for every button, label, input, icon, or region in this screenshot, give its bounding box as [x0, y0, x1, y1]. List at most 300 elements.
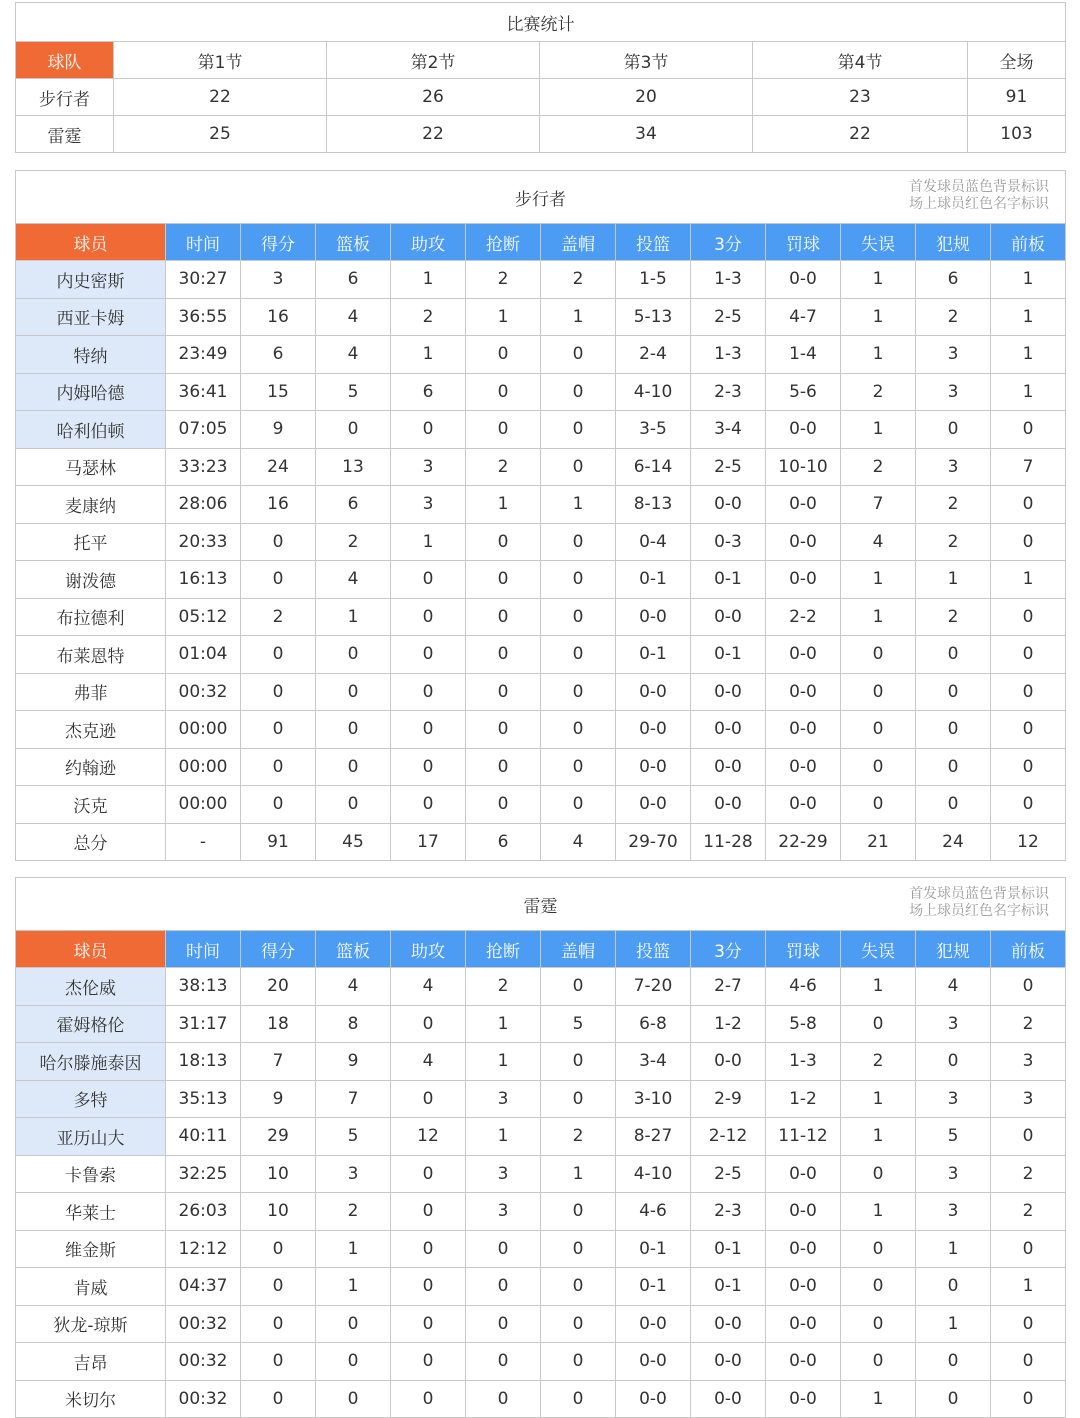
pacers-player-rows — [16, 261, 1066, 861]
stat-cell: 8 — [316, 1005, 391, 1043]
stat-cell: 15 — [241, 373, 316, 411]
stat-cell: 1 — [991, 261, 1066, 299]
stat-cell: 0-0 — [766, 523, 841, 561]
stat-cell: 0 — [391, 598, 466, 636]
stat-cell: 0 — [391, 1155, 466, 1193]
stat-cell: 1 — [841, 1380, 916, 1418]
stat-cell: 4 — [316, 968, 391, 1006]
stat-cell: 2-5 — [691, 448, 766, 486]
stat-cell: 0 — [841, 1305, 916, 1343]
stat-cell: 4-10 — [616, 373, 691, 411]
stat-cell: 00:00 — [166, 748, 241, 786]
stat-cell: 13 — [316, 448, 391, 486]
stat-cell: 0-0 — [691, 786, 766, 824]
stat-cell: 2 — [991, 1155, 1066, 1193]
stat-header: 得分 — [241, 931, 316, 968]
stat-header: 抢断 — [466, 224, 541, 261]
legend-starter-note: 首发球员蓝色背景标识 — [909, 179, 1049, 195]
stat-cell: 6 — [241, 336, 316, 374]
stat-header: 投篮 — [616, 931, 691, 968]
stat-cell: 0 — [466, 373, 541, 411]
stat-cell: 0 — [991, 598, 1066, 636]
stat-cell: 1 — [391, 261, 466, 299]
stat-cell: 0-3 — [691, 523, 766, 561]
stat-cell: 4 — [391, 968, 466, 1006]
stat-cell: 0 — [541, 711, 616, 749]
stat-cell: 0-0 — [766, 486, 841, 524]
stat-header: 得分 — [241, 224, 316, 261]
stat-cell: 0 — [391, 1230, 466, 1268]
player-name: 布拉德利 — [16, 598, 166, 636]
stat-cell: 00:00 — [166, 711, 241, 749]
stat-header: 投篮 — [616, 224, 691, 261]
stat-cell: 0 — [466, 673, 541, 711]
stat-cell: 0-0 — [691, 486, 766, 524]
stat-cell: 0-0 — [766, 261, 841, 299]
stat-cell: 0 — [541, 1193, 616, 1231]
player-name: 托平 — [16, 523, 166, 561]
player-name: 维金斯 — [16, 1230, 166, 1268]
stat-cell: 0 — [991, 711, 1066, 749]
stat-cell: 1 — [391, 336, 466, 374]
stat-cell: 0-0 — [691, 598, 766, 636]
stat-cell: 1 — [541, 1155, 616, 1193]
stat-cell: 1-3 — [691, 261, 766, 299]
stat-cell: 0-1 — [691, 1268, 766, 1306]
stat-cell: 0 — [466, 1343, 541, 1381]
stat-cell: 0-1 — [616, 1230, 691, 1268]
stat-cell: 2-4 — [616, 336, 691, 374]
stat-cell: 6 — [391, 373, 466, 411]
stat-cell: 35:13 — [166, 1080, 241, 1118]
stat-cell: 1 — [391, 523, 466, 561]
player-name: 布莱恩特 — [16, 636, 166, 674]
summary-header-q3: 第3节 — [540, 42, 753, 79]
stat-cell: 9 — [241, 1080, 316, 1118]
stat-cell: 0 — [391, 636, 466, 674]
legend-oncourt-note: 场上球员红色名字标识 — [909, 196, 1049, 212]
stat-cell: 1 — [916, 561, 991, 599]
stat-cell: 2 — [466, 448, 541, 486]
summary-header-team: 球队 — [16, 42, 114, 79]
stat-cell: 0 — [841, 673, 916, 711]
stat-cell: 10 — [241, 1193, 316, 1231]
stat-header: 罚球 — [766, 931, 841, 968]
stat-cell: 91 — [241, 823, 316, 861]
stat-cell: 0 — [391, 1343, 466, 1381]
stat-cell: 1-2 — [691, 1005, 766, 1043]
stat-cell: 2 — [316, 1193, 391, 1231]
player-name: 肯威 — [16, 1268, 166, 1306]
stat-cell: 00:00 — [166, 786, 241, 824]
stat-cell: 0 — [391, 673, 466, 711]
stat-cell: 0-0 — [616, 673, 691, 711]
summary-cell: 23 — [753, 79, 968, 116]
stat-cell: 4 — [316, 298, 391, 336]
stat-cell: 0 — [541, 1305, 616, 1343]
stat-cell: 0 — [241, 636, 316, 674]
thunder-box-score — [15, 877, 1066, 1418]
stat-cell: 9 — [316, 1043, 391, 1081]
stat-cell: 00:32 — [166, 673, 241, 711]
stat-cell: 0 — [541, 448, 616, 486]
stat-cell: 4-6 — [616, 1193, 691, 1231]
player-row — [16, 561, 1066, 599]
player-row — [16, 1230, 1066, 1268]
stat-cell: 0-0 — [616, 1305, 691, 1343]
stat-cell: 0 — [991, 486, 1066, 524]
player-name: 谢泼德 — [16, 561, 166, 599]
stat-cell: 10 — [241, 1155, 316, 1193]
stat-cell: 0 — [916, 411, 991, 449]
player-name: 杰伦威 — [16, 968, 166, 1006]
stat-cell: 2 — [916, 298, 991, 336]
stat-cell: 0 — [316, 636, 391, 674]
player-row — [16, 673, 1066, 711]
stat-cell: 0 — [991, 1343, 1066, 1381]
player-row — [16, 636, 1066, 674]
stat-cell: 0 — [541, 1380, 616, 1418]
stat-header: 失误 — [841, 931, 916, 968]
thunder-legend — [909, 886, 1049, 920]
stat-cell: 0 — [241, 561, 316, 599]
stat-cell: 29-70 — [616, 823, 691, 861]
stat-cell: 3 — [916, 336, 991, 374]
stat-cell: 10-10 — [766, 448, 841, 486]
stat-cell: 1 — [316, 1230, 391, 1268]
stat-cell: 0 — [391, 1005, 466, 1043]
stat-cell: 0-0 — [616, 786, 691, 824]
stat-cell: 0-0 — [766, 711, 841, 749]
stat-cell: 0 — [466, 1268, 541, 1306]
stat-cell: 0 — [541, 1043, 616, 1081]
stat-cell: 0-1 — [691, 636, 766, 674]
stat-cell: 16:13 — [166, 561, 241, 599]
stat-cell: 20 — [241, 968, 316, 1006]
stat-cell: 0 — [466, 786, 541, 824]
stat-cell: 1 — [316, 598, 391, 636]
stat-cell: 2-12 — [691, 1118, 766, 1156]
stat-cell: 1-4 — [766, 336, 841, 374]
stat-cell: 33:23 — [166, 448, 241, 486]
stat-cell: 0 — [316, 1305, 391, 1343]
stat-cell: 1 — [841, 336, 916, 374]
stat-cell: 0 — [466, 711, 541, 749]
stat-cell: 0-0 — [766, 673, 841, 711]
stat-cell: 0 — [541, 673, 616, 711]
stat-cell: 18 — [241, 1005, 316, 1043]
stat-cell: 17 — [391, 823, 466, 861]
stat-cell: 0-4 — [616, 523, 691, 561]
stat-cell: 26:03 — [166, 1193, 241, 1231]
player-row — [16, 968, 1066, 1006]
stat-cell: 0 — [316, 1380, 391, 1418]
player-name: 弗菲 — [16, 673, 166, 711]
stat-cell: 0 — [541, 968, 616, 1006]
summary-row-pacers — [16, 79, 1066, 116]
stat-cell: 29 — [241, 1118, 316, 1156]
player-row — [16, 1080, 1066, 1118]
stat-cell: 0-0 — [766, 748, 841, 786]
stat-cell: 00:32 — [166, 1380, 241, 1418]
stat-cell: 8-27 — [616, 1118, 691, 1156]
player-row — [16, 1305, 1066, 1343]
thunder-header-row — [16, 931, 1066, 968]
stat-cell: 0 — [391, 1380, 466, 1418]
stat-cell: 3 — [466, 1155, 541, 1193]
stat-cell: 7 — [316, 1080, 391, 1118]
stat-cell: 0-0 — [766, 1155, 841, 1193]
summary-cell: 34 — [540, 116, 753, 153]
stat-cell: 4-7 — [766, 298, 841, 336]
stat-cell: 5 — [316, 373, 391, 411]
stat-cell: 0 — [916, 636, 991, 674]
stat-header: 犯规 — [916, 931, 991, 968]
summary-header-q2: 第2节 — [327, 42, 540, 79]
summary-team-name: 步行者 — [16, 79, 114, 116]
stat-cell: 0-0 — [691, 748, 766, 786]
stat-cell: 5 — [541, 1005, 616, 1043]
stat-header: 盖帽 — [541, 931, 616, 968]
stat-cell: 0-0 — [766, 1380, 841, 1418]
stat-cell: 0-1 — [691, 561, 766, 599]
stat-cell: 0-0 — [766, 1268, 841, 1306]
stat-cell: 3 — [391, 448, 466, 486]
stat-cell: 4 — [541, 823, 616, 861]
stat-cell: 0 — [241, 711, 316, 749]
stat-cell: 4-10 — [616, 1155, 691, 1193]
stat-header: 球员 — [16, 931, 166, 968]
stat-cell: 0 — [466, 411, 541, 449]
player-name: 华莱士 — [16, 1193, 166, 1231]
stat-cell: 0-0 — [766, 1343, 841, 1381]
player-row — [16, 1268, 1066, 1306]
stat-cell: 1 — [466, 1043, 541, 1081]
stat-cell: 00:32 — [166, 1305, 241, 1343]
stat-cell: 0 — [991, 968, 1066, 1006]
stat-cell: 1-3 — [691, 336, 766, 374]
stat-cell: 2-2 — [766, 598, 841, 636]
stat-cell: 0 — [391, 1193, 466, 1231]
stat-cell: 11-12 — [766, 1118, 841, 1156]
thunder-player-rows — [16, 968, 1066, 1418]
summary-team-name: 雷霆 — [16, 116, 114, 153]
stat-cell: 0 — [841, 1268, 916, 1306]
stat-cell: 36:41 — [166, 373, 241, 411]
stat-cell: 0 — [316, 1343, 391, 1381]
player-row — [16, 1005, 1066, 1043]
stat-cell: 04:37 — [166, 1268, 241, 1306]
stat-cell: 6 — [316, 261, 391, 299]
stat-cell: 2-7 — [691, 968, 766, 1006]
stat-cell: 0-0 — [766, 1230, 841, 1268]
player-name: 沃克 — [16, 786, 166, 824]
stat-cell: 1 — [841, 968, 916, 1006]
stat-cell: 1 — [466, 1005, 541, 1043]
stat-cell: 0 — [241, 1230, 316, 1268]
stat-cell: 5 — [916, 1118, 991, 1156]
stat-cell: 23:49 — [166, 336, 241, 374]
stat-cell: 2 — [541, 1118, 616, 1156]
stat-cell: 0-0 — [691, 1043, 766, 1081]
stat-cell: 7 — [991, 448, 1066, 486]
stat-cell: 0 — [841, 1005, 916, 1043]
stat-cell: 3 — [916, 1080, 991, 1118]
stat-header: 球员 — [16, 224, 166, 261]
stat-cell: 0 — [391, 1268, 466, 1306]
stat-cell: 4 — [316, 561, 391, 599]
stat-cell: 1 — [316, 1268, 391, 1306]
stat-cell: 0 — [841, 636, 916, 674]
player-name: 亚历山大 — [16, 1118, 166, 1156]
stat-cell: 2-5 — [691, 298, 766, 336]
stat-cell: 4 — [316, 336, 391, 374]
stat-cell: 1 — [466, 1118, 541, 1156]
summary-cell: 91 — [968, 79, 1066, 116]
stat-cell: 00:32 — [166, 1343, 241, 1381]
stat-header: 失误 — [841, 224, 916, 261]
player-name: 米切尔 — [16, 1380, 166, 1418]
stat-cell: 24 — [241, 448, 316, 486]
stat-cell: 2-5 — [691, 1155, 766, 1193]
stat-header: 盖帽 — [541, 224, 616, 261]
stat-cell: 0-0 — [616, 1343, 691, 1381]
stat-cell: 18:13 — [166, 1043, 241, 1081]
stat-cell: 7 — [241, 1043, 316, 1081]
stat-cell: 1-5 — [616, 261, 691, 299]
stat-cell: 0-1 — [691, 1230, 766, 1268]
summary-cell: 103 — [968, 116, 1066, 153]
stat-header: 罚球 — [766, 224, 841, 261]
stat-cell: 0 — [466, 748, 541, 786]
stat-cell: 2 — [841, 1043, 916, 1081]
stat-cell: 0-0 — [616, 1380, 691, 1418]
legend-oncourt-note: 场上球员红色名字标识 — [909, 903, 1050, 919]
stat-cell: 0 — [541, 561, 616, 599]
stat-cell: 45 — [316, 823, 391, 861]
summary-cell: 26 — [327, 79, 540, 116]
stat-cell: 3-4 — [616, 1043, 691, 1081]
summary-header-total: 全场 — [968, 42, 1066, 79]
player-name: 杰克逊 — [16, 711, 166, 749]
stat-cell: 0-0 — [766, 411, 841, 449]
player-name: 内姆哈德 — [16, 373, 166, 411]
stat-cell: 0 — [316, 411, 391, 449]
stat-cell: 0 — [916, 673, 991, 711]
stat-cell: 0 — [916, 1380, 991, 1418]
stat-cell: 28:06 — [166, 486, 241, 524]
stat-cell: 1 — [991, 298, 1066, 336]
stat-cell: 5-8 — [766, 1005, 841, 1043]
player-row — [16, 373, 1066, 411]
stat-cell: 2 — [841, 373, 916, 411]
stat-header: 3分 — [691, 931, 766, 968]
stat-cell: 0-0 — [766, 786, 841, 824]
stat-cell: 0 — [316, 673, 391, 711]
stat-cell: 05:12 — [166, 598, 241, 636]
stat-cell: 0 — [466, 636, 541, 674]
stat-cell: 1 — [991, 373, 1066, 411]
stat-cell: 3 — [916, 1193, 991, 1231]
stat-cell: 1-3 — [766, 1043, 841, 1081]
player-row — [16, 298, 1066, 336]
stat-cell: 3 — [241, 261, 316, 299]
pacers-team-title: 步行者 — [515, 189, 566, 210]
stat-cell: 2 — [841, 448, 916, 486]
stat-cell: 0 — [391, 786, 466, 824]
stat-cell: 16 — [241, 298, 316, 336]
stat-cell: 0 — [916, 748, 991, 786]
summary-cell: 22 — [114, 79, 327, 116]
stat-cell: 2 — [916, 523, 991, 561]
stat-cell: 1 — [991, 561, 1066, 599]
stat-cell: 1 — [841, 561, 916, 599]
player-name: 狄龙-琼斯 — [16, 1305, 166, 1343]
player-row — [16, 748, 1066, 786]
stat-cell: 1 — [841, 261, 916, 299]
stat-cell: 0 — [991, 1230, 1066, 1268]
stat-cell: 0-1 — [616, 1268, 691, 1306]
summary-cell: 20 — [540, 79, 753, 116]
stat-cell: 0 — [541, 336, 616, 374]
player-row — [16, 336, 1066, 374]
stat-cell: 2 — [391, 298, 466, 336]
stat-cell: 3 — [916, 373, 991, 411]
stat-cell: 0 — [541, 373, 616, 411]
stat-cell: 0 — [241, 748, 316, 786]
stat-header: 助攻 — [391, 931, 466, 968]
stat-cell: 0-0 — [766, 636, 841, 674]
player-row — [16, 1380, 1066, 1418]
stat-cell: 1-2 — [766, 1080, 841, 1118]
stat-cell: 16 — [241, 486, 316, 524]
thunder-team-title: 雷霆 — [523, 896, 558, 917]
stat-cell: 0 — [466, 1305, 541, 1343]
stat-cell: 21 — [841, 823, 916, 861]
stat-cell: 4 — [391, 1043, 466, 1081]
stat-cell: 0 — [466, 523, 541, 561]
stat-cell: 1 — [991, 1268, 1066, 1306]
stat-cell: 0 — [916, 1268, 991, 1306]
stat-cell: 1 — [841, 298, 916, 336]
pacers-legend — [909, 179, 1049, 213]
stat-cell: 12:12 — [166, 1230, 241, 1268]
stat-cell: 2 — [991, 1193, 1066, 1231]
player-name: 总分 — [16, 823, 166, 861]
stat-cell: 3-10 — [616, 1080, 691, 1118]
stat-cell: 0 — [841, 711, 916, 749]
player-name: 特纳 — [16, 336, 166, 374]
stat-cell: 24 — [916, 823, 991, 861]
stat-cell: 7 — [841, 486, 916, 524]
player-row — [16, 1118, 1066, 1156]
stat-cell: 1 — [841, 1193, 916, 1231]
stat-cell: 0-0 — [691, 1380, 766, 1418]
stat-cell: 3 — [466, 1080, 541, 1118]
stat-cell: 0 — [466, 598, 541, 636]
player-row — [16, 1193, 1066, 1231]
stat-cell: 6-8 — [616, 1005, 691, 1043]
player-name: 西亚卡姆 — [16, 298, 166, 336]
stat-cell: 0-0 — [691, 1343, 766, 1381]
stat-cell: 0 — [916, 1343, 991, 1381]
stat-cell: 38:13 — [166, 968, 241, 1006]
player-name: 卡鲁索 — [16, 1155, 166, 1193]
player-name: 多特 — [16, 1080, 166, 1118]
stat-cell: 3-5 — [616, 411, 691, 449]
stat-cell: 0 — [466, 1380, 541, 1418]
stat-cell: 0-0 — [616, 748, 691, 786]
